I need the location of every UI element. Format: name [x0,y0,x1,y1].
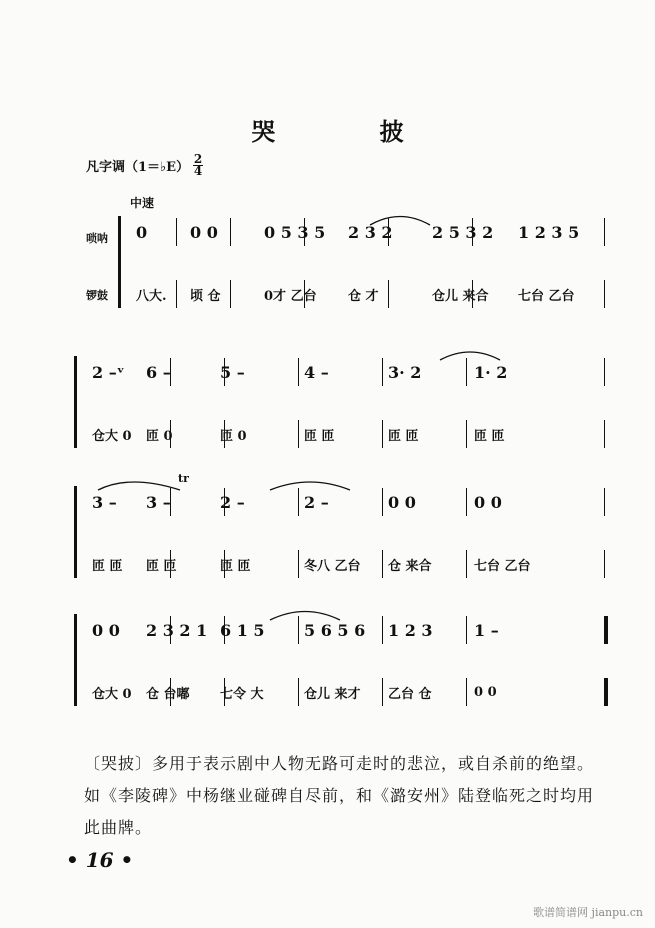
melody-measure: 2 –ᵛ [92,362,125,382]
percussion-measure: 七令 大 [220,686,264,702]
melody-measure: 2 – [220,492,245,512]
melody-measure: 5 6 5 6 [304,620,366,640]
percussion-measure: 匝 匝 [474,428,505,444]
percussion-measure: 仓大 0 [92,428,132,444]
melody-measure: 0 0 [190,222,218,242]
melody-measure: 0 5 3 5 [264,222,326,242]
melody-measure: 3· 2 [388,362,422,382]
page-title: 哭 披 [251,117,452,146]
melody-measure: 6 1 5 [220,620,265,640]
slur [370,217,430,226]
melody-measure: 2 5 3 2 [432,222,494,242]
percussion-measure: 七台 乙台 [518,288,575,304]
slur [270,612,340,621]
percussion-measure: 仓儿 来合 [432,288,489,304]
melody-measure: 0 0 [474,492,502,512]
percussion-measure: 仓儿 来才 [304,686,361,702]
slur [440,352,500,360]
melody-measure: 0 [136,222,148,242]
melody-measure: 2 3 2 1 [146,620,208,640]
percussion-measure: 匝 0 [220,428,247,444]
percussion-measure: 仓 台嘟 [146,686,190,702]
percussion-measure: 七台 乙台 [474,558,531,574]
percussion-measure: 匝 匝 [146,558,177,574]
percussion-measure: 顷 仓 [190,288,221,304]
time-top: 2 [193,152,203,166]
key-text: 凡字调（1＝♭E） [86,160,190,175]
melody-measure: 0 0 [92,620,120,640]
percussion-measure: 匝 0 [146,428,173,444]
time-bottom: 4 [193,164,203,178]
percussion-measure: 乙台 仓 [388,686,432,702]
melody-measure: 4 – [304,362,329,382]
melody-measure: 5 – [220,362,245,382]
page-number: • 16 • [66,848,134,872]
slur [270,482,350,490]
percussion-instrument-label: 锣鼓 [86,289,108,302]
percussion-measure: 八大. [136,288,167,304]
slur [98,482,180,490]
melody-measure: 1 2 3 [388,620,433,640]
melody-measure: 2 – [304,492,329,512]
melody-measure: 2 3 2 [348,222,393,242]
watermark: 歌谱简谱网 jianpu.cn [533,906,643,919]
percussion-measure: 0 0 [474,684,497,700]
description-paragraph: 〔哭披〕多用于表示剧中人物无路可走时的悲泣，或自杀前的绝望。如《李陵碑》中杨继业碰碑自尽前，和《潞安州》陆登临死之时均用此曲牌。 [84,754,595,837]
melody-measure: 3 – [146,492,171,512]
melody-measure: 6 – [146,362,171,382]
melody-measure: 1 2 3 5 [518,222,580,242]
trill-marker: tr [178,471,189,485]
melody-measure: 1· 2 [474,362,508,382]
percussion-measure: 匝 匝 [388,428,419,444]
percussion-measure: 0才 乙台 [264,288,317,304]
page-number-value: 16 [85,848,114,872]
melody-measure: 0 0 [388,492,416,512]
percussion-measure: 仓 来合 [388,558,432,574]
tempo-marking: 中速 [130,196,155,210]
percussion-measure: 仓大 0 [92,686,132,702]
percussion-measure: 冬八 乙台 [304,558,361,574]
percussion-measure: 仓 才 [348,288,379,304]
melody-measure: 3 – [92,492,117,512]
percussion-measure: 匝 匝 [220,558,251,574]
percussion-measure: 匝 匝 [304,428,335,444]
percussion-measure: 匝 匝 [92,558,123,574]
melody-measure: 1 – [474,620,499,640]
melody-instrument-label: 唢呐 [86,232,108,245]
